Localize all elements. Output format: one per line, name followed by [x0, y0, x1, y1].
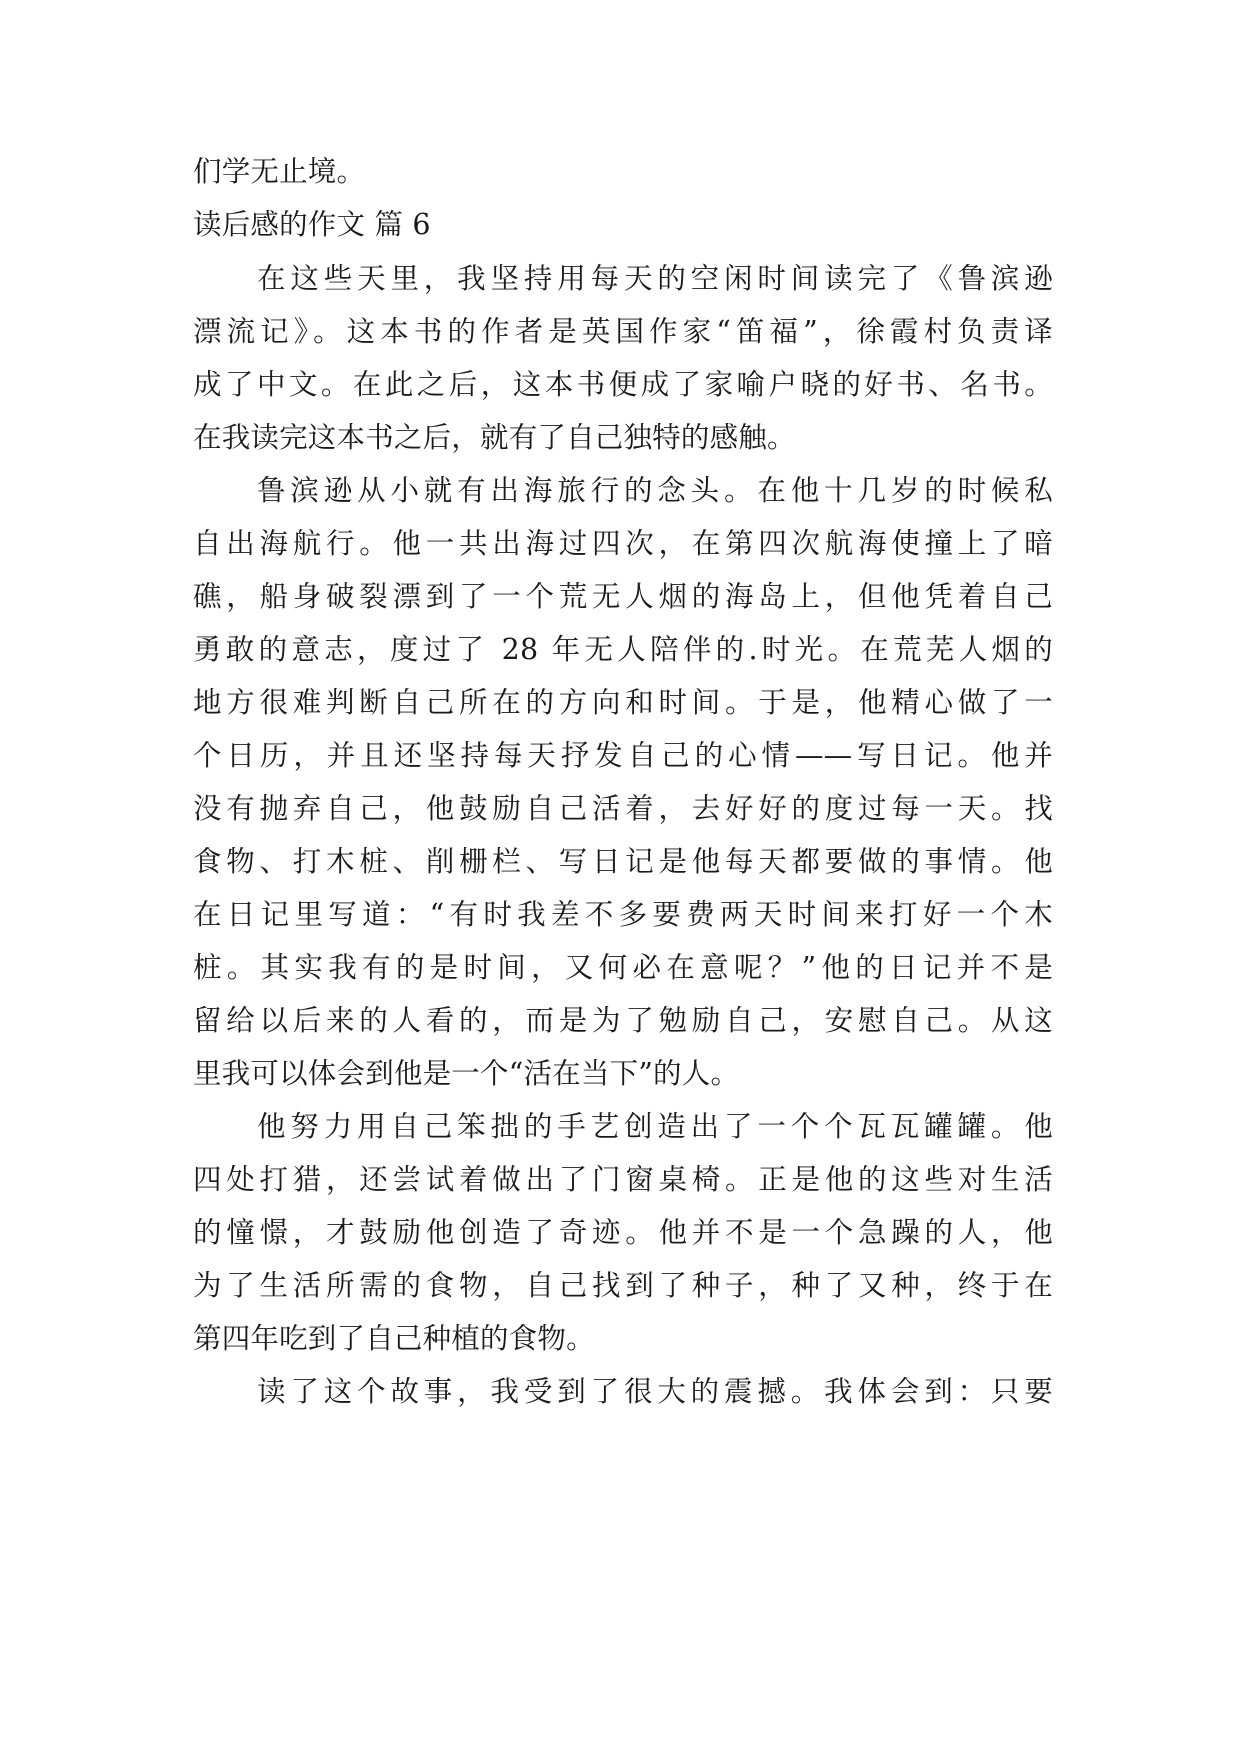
paragraph-line: 第四年吃到了自己种植的食物。	[193, 1322, 595, 1355]
paragraph-line: 里我可以体会到他是一个“活在当下”的人。	[193, 1057, 740, 1090]
paragraph-line: 漂流记》。这本书的作者是英国作家“笛福”，徐霞村负责译	[193, 315, 1053, 348]
paragraph-line: 成了中文。在此之后，这本书便成了家喻户晓的好书、名书。	[193, 368, 1053, 401]
paragraph-line: 在日记里写道：“有时我差不多要费两天时间来打好一个木	[193, 898, 1053, 931]
paragraph-line: 为了生活所需的食物，自己找到了种子，种了又种，终于在	[193, 1269, 1053, 1302]
paragraph-line: 读了这个故事，我受到了很大的震撼。我体会到：只要	[257, 1375, 1053, 1408]
paragraph-line: 鲁滨逊从小就有出海旅行的念头。在他十几岁的时候私	[257, 474, 1053, 507]
paragraph-line: 勇敢的意志，度过了 28 年无人陪伴的.时光。在荒芜人烟的	[193, 633, 1053, 666]
intro-tail-line: 们学无止境。	[193, 155, 366, 188]
paragraph-line: 个日历，并且还坚持每天抒发自己的心情——写日记。他并	[193, 739, 1053, 772]
paragraph-line: 桩。其实我有的是时间，又何必在意呢？”他的日记并不是	[193, 951, 1053, 984]
paragraph-line: 没有抛弃自己，他鼓励自己活着，去好好的度过每一天。找	[193, 792, 1053, 825]
paragraph-line: 的憧憬，才鼓励他创造了奇迹。他并不是一个急躁的人，他	[193, 1216, 1053, 1249]
paragraph-line: 四处打猎，还尝试着做出了门窗桌椅。正是他的这些对生活	[193, 1163, 1053, 1196]
paragraph-line: 礁，船身破裂漂到了一个荒无人烟的海岛上，但他凭着自己	[193, 580, 1053, 613]
paragraph-line: 在我读完这本书之后，就有了自己独特的感触。	[193, 421, 796, 454]
paragraph-line: 食物、打木桩、削栅栏、写日记是他每天都要做的事情。他	[193, 845, 1053, 878]
paragraph-line: 自出海航行。他一共出海过四次，在第四次航海使撞上了暗	[193, 527, 1053, 560]
paragraph-line: 留给以后来的人看的，而是为了勉励自己，安慰自己。从这	[193, 1004, 1053, 1037]
section-heading: 读后感的作文 篇 6	[193, 208, 431, 241]
paragraph-line: 地方很难判断自己所在的方向和时间。于是，他精心做了一	[193, 686, 1053, 719]
paragraph-line: 在这些天里，我坚持用每天的空闲时间读完了《鲁滨逊	[257, 262, 1053, 295]
paragraph-line: 他努力用自己笨拙的手艺创造出了一个个瓦瓦罐罐。他	[257, 1110, 1053, 1143]
